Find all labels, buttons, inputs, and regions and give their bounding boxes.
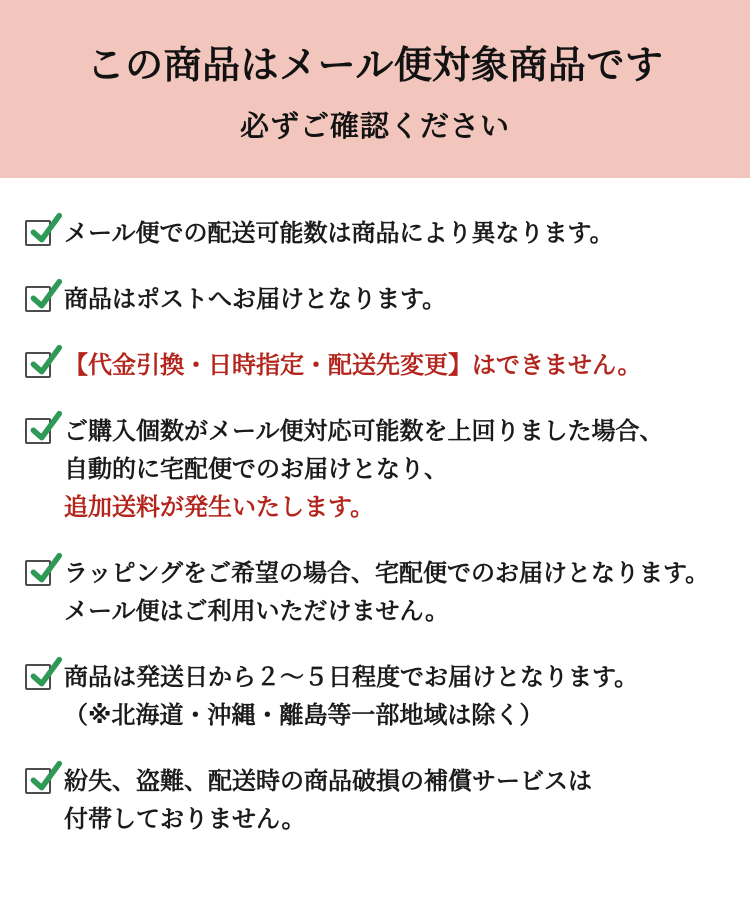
checkbox-checked-icon [25,768,51,794]
item-lines [64,347,641,385]
checklist-item [25,413,732,527]
checklist-item [25,347,732,385]
notice-title: この商品はメール便対象商品です [86,44,664,87]
item-line: 商品は発送日から２〜５日程度でお届けとなります。 [64,664,639,691]
item-line: メール便はご利用いただけません。 [64,598,449,625]
checklist-item [25,555,732,631]
checkbox-checked-icon [25,352,51,378]
item-line: 商品はポストへお届けとなります。 [64,286,447,313]
item-line: （※北海道・沖縄・離島等一部地域は除く） [64,702,544,729]
checklist [0,178,750,839]
item-lines [64,555,709,631]
checklist-item [25,281,732,319]
item-line: 追加送料が発生いたします。 [64,494,375,521]
checklist-item [25,215,732,253]
item-line: 自動的に宅配便でのお届けとなり、 [64,456,448,483]
item-lines [64,413,664,527]
item-lines [64,659,638,735]
item-lines [64,215,614,253]
item-line: ご購入個数がメール便対応可能数を上回りました場合、 [64,418,664,445]
checkbox-checked-icon [25,664,51,690]
checklist-item [25,763,732,839]
checkbox-checked-icon [25,418,51,444]
item-line: メール便での配送可能数は商品により異なります。 [64,220,614,247]
item-line: 【代金引換・日時指定・配送先変更】はできません。 [64,352,642,379]
item-lines [64,763,592,839]
item-line: 紛失、盗難、配送時の商品破損の補償サービスは [64,768,592,795]
item-line: 付帯しておりません。 [64,806,306,833]
item-line: ラッピングをご希望の場合、宅配便でのお届けとなります。 [64,560,710,587]
item-lines [64,281,446,319]
notice-subtitle: 必ずご確認ください [239,110,510,143]
checkbox-checked-icon [25,220,51,246]
checkbox-checked-icon [25,560,51,586]
checkbox-checked-icon [25,286,51,312]
notice-header [0,0,750,178]
checklist-item [25,659,732,735]
